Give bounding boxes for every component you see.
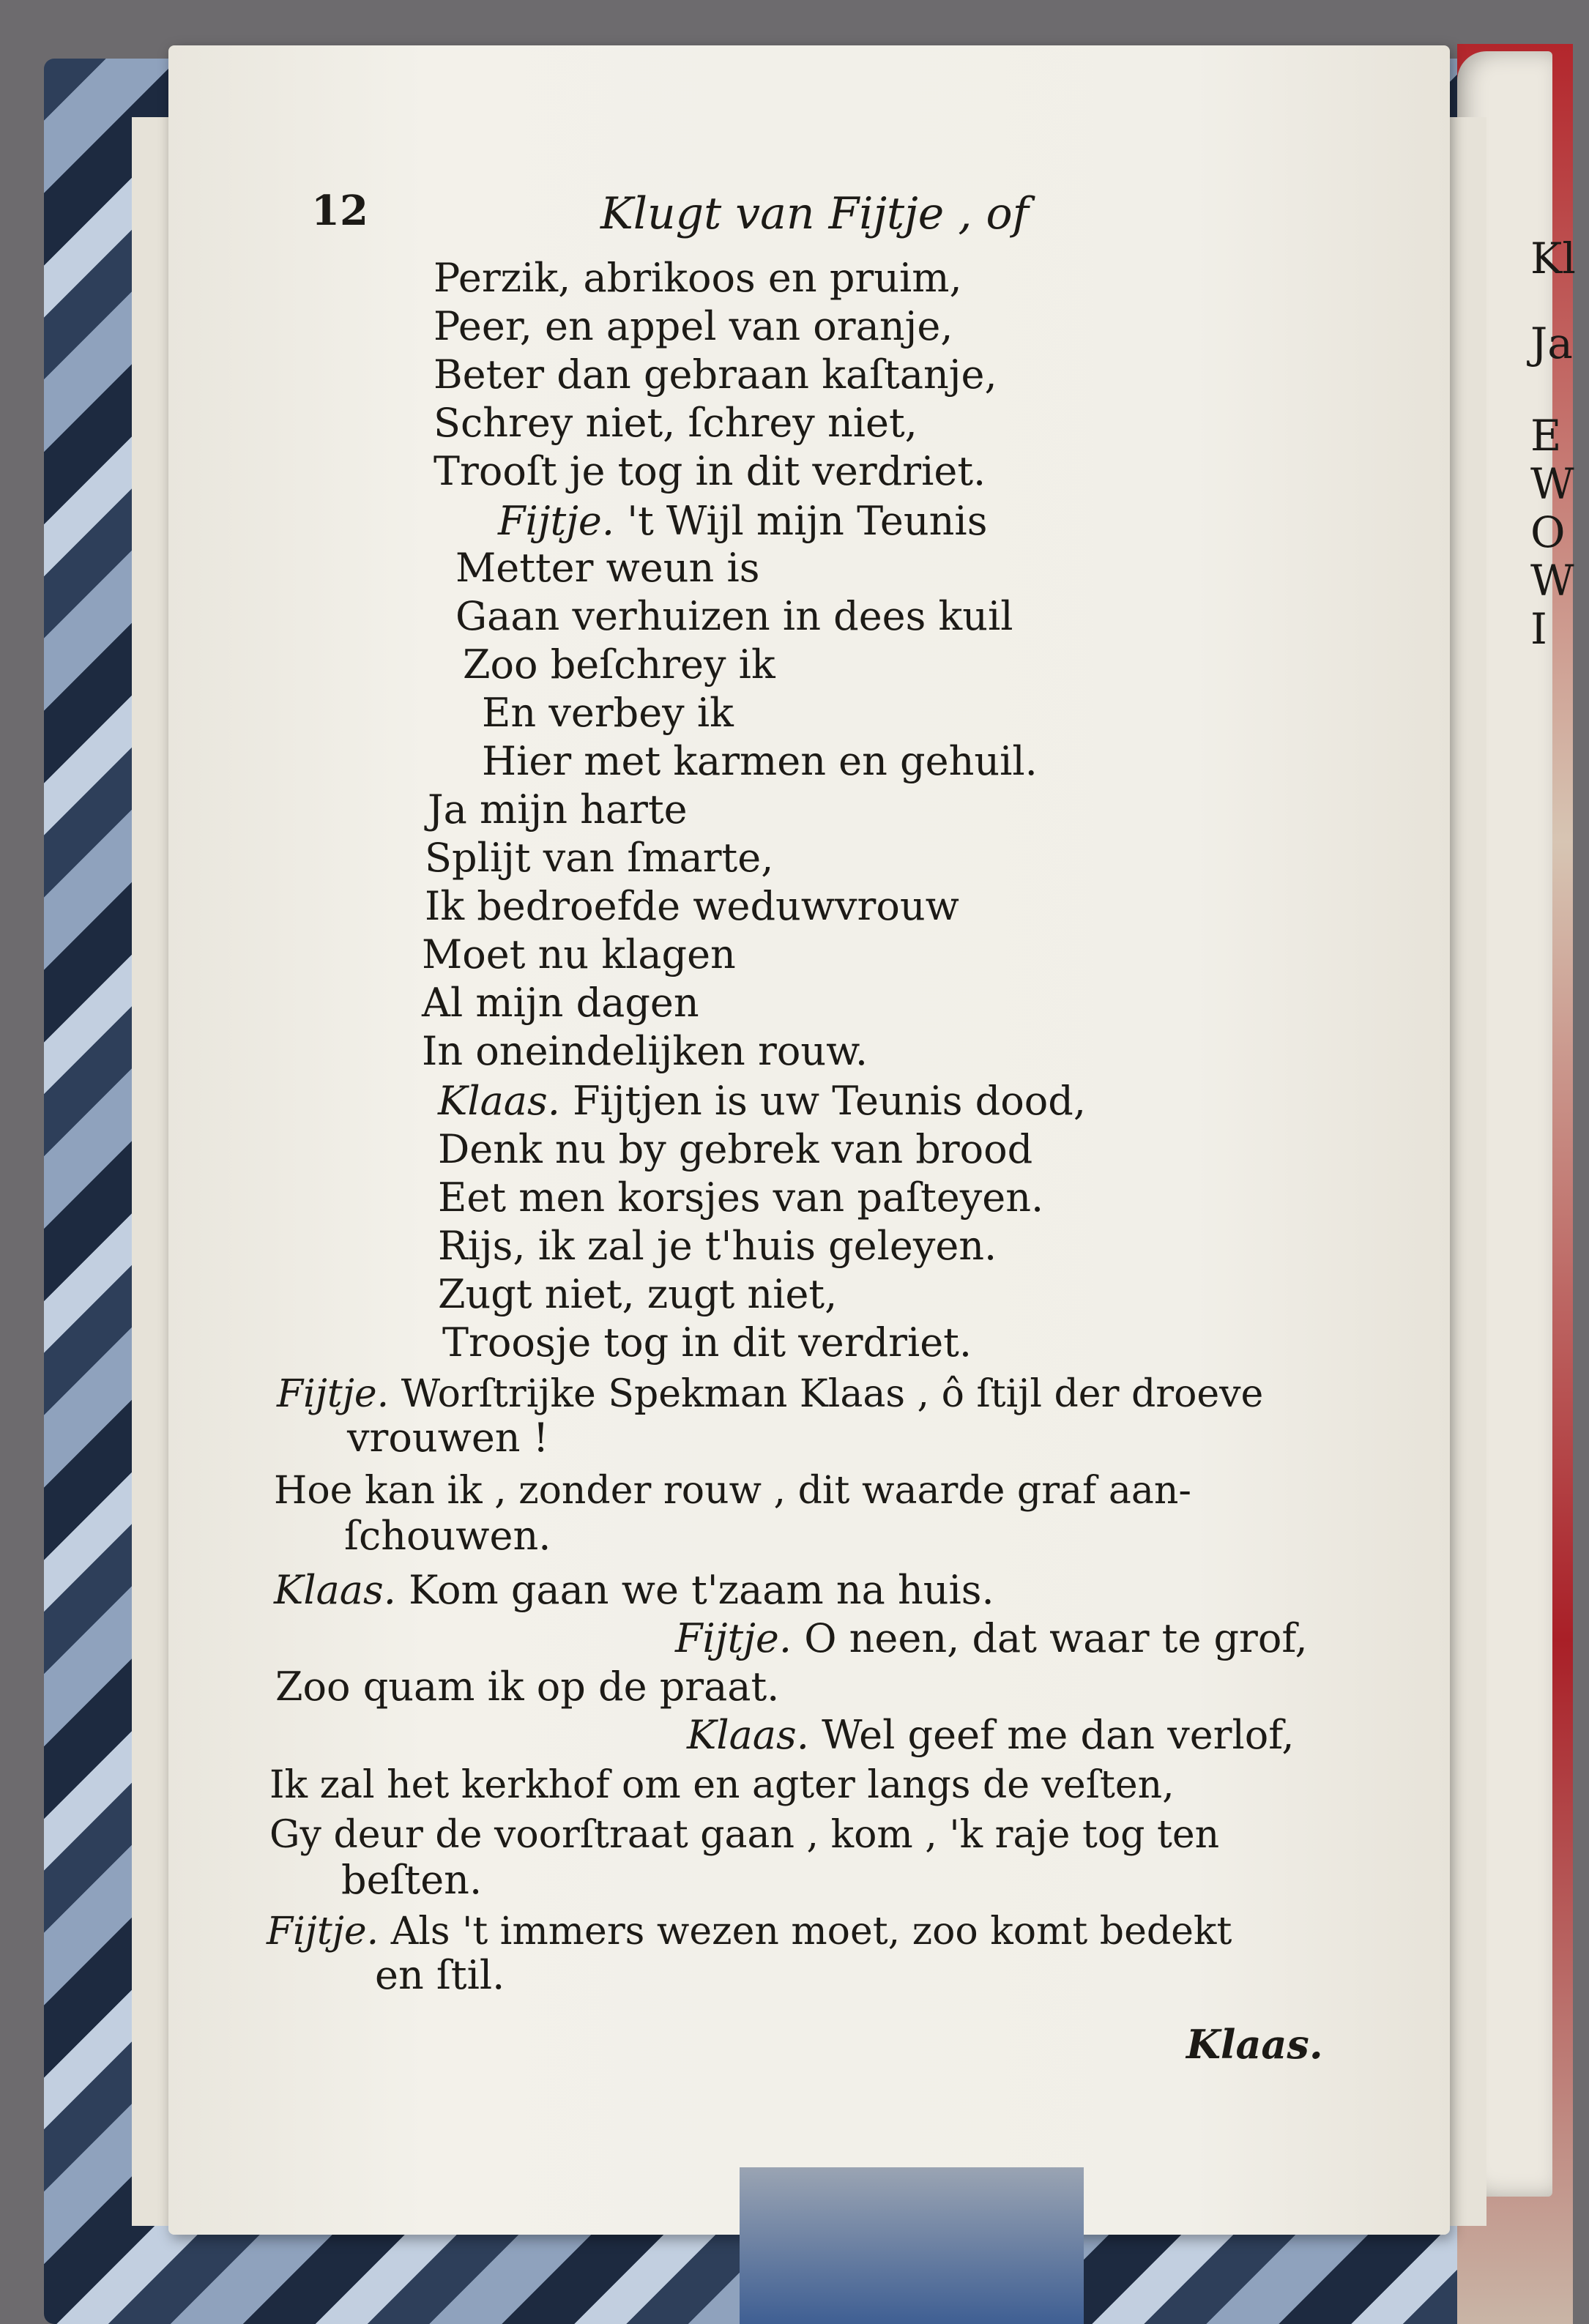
speech-line bbox=[675, 1617, 1308, 1661]
running-title: Klugt van Fijtje , of bbox=[600, 188, 1029, 239]
speech-text: Wel geef me dan verlof, bbox=[822, 1712, 1295, 1758]
text-line: Hoe kan ik , zonder rouw , dit waarde graf aan- bbox=[274, 1469, 1191, 1513]
text-line: Troosje tog in dit verdriet. bbox=[442, 1319, 972, 1366]
speech-line bbox=[498, 499, 987, 543]
text-line: Denk nu by gebrek van brood bbox=[438, 1126, 1033, 1172]
speaker-name: Klaas. bbox=[687, 1712, 809, 1758]
text-line: Trooſt je tog in dit verdriet. bbox=[433, 448, 986, 494]
speech-line bbox=[438, 1079, 1086, 1123]
facing-fragment: Ja bbox=[1530, 319, 1573, 368]
text-line: Zoo quam ik op de praat. bbox=[275, 1664, 780, 1710]
text-line: Zoo beſchrey ik bbox=[463, 641, 775, 688]
facing-fragment: E bbox=[1530, 411, 1562, 461]
speech-line bbox=[687, 1713, 1295, 1757]
text-line: Perzik, abrikoos en pruim, bbox=[433, 255, 962, 301]
speech-text: O neen, dat waar te grof, bbox=[804, 1615, 1308, 1661]
text-line: Rijs, ik zal je t'huis geleyen. bbox=[438, 1223, 997, 1269]
text-line: Beter dan gebraan kaſtanje, bbox=[433, 351, 997, 398]
text-line: beſten. bbox=[341, 1857, 483, 1903]
facing-fragment: O bbox=[1530, 507, 1566, 557]
catchword: Klaas. bbox=[1186, 2021, 1323, 2068]
text-line: Al mijn dagen bbox=[422, 980, 699, 1026]
text-line: Ja mijn harte bbox=[428, 786, 688, 833]
speech-line bbox=[267, 1910, 1232, 1954]
text-line: Zugt niet, zugt niet, bbox=[438, 1271, 838, 1317]
speech-text: Als 't immers wezen moet, zoo komt bedekt bbox=[390, 1910, 1232, 1954]
facing-fragment: W bbox=[1530, 556, 1574, 606]
speech-line bbox=[274, 1568, 994, 1612]
speech-text: Fijtjen is uw Teunis dood, bbox=[573, 1078, 1087, 1124]
page-number: 12 bbox=[311, 187, 368, 235]
text-line: Gaan verhuizen in dees kuil bbox=[455, 593, 1013, 639]
text-line: Gy deur de voorſtraat gaan , kom , 'k raje tog ten bbox=[269, 1813, 1220, 1857]
text-line: ſchouwen. bbox=[344, 1513, 551, 1559]
text-line: En verbey ik bbox=[482, 690, 734, 736]
text-line: Eet men korsjes van paſteyen. bbox=[438, 1174, 1044, 1221]
speaker-name: Fijtje. bbox=[277, 1372, 390, 1416]
speech-line bbox=[277, 1372, 1263, 1416]
facing-fragment: Kl bbox=[1530, 234, 1576, 283]
text-line: en ſtil. bbox=[375, 1952, 505, 1998]
speech-text: Worſtrijke Spekman Klaas , ô ſtijl der droeve bbox=[401, 1372, 1264, 1416]
speaker-name: Klaas. bbox=[274, 1567, 396, 1613]
text-line: Schrey niet, ſchrey niet, bbox=[433, 400, 918, 446]
text-line: vrouwen ! bbox=[347, 1415, 549, 1461]
facing-fragment: I bbox=[1530, 604, 1547, 654]
text-line: Ik bedroefde weduwvrouw bbox=[425, 883, 959, 929]
speaker-name: Fijtje. bbox=[675, 1615, 792, 1661]
text-line: Moet nu klagen bbox=[422, 931, 736, 977]
text-line: Splijt van ſmarte, bbox=[425, 835, 774, 881]
text-line: In oneindelijken rouw. bbox=[422, 1028, 868, 1074]
speaker-name: Fijtje. bbox=[498, 498, 615, 544]
text-line: Ik zal het kerkhof om en agter langs de veſten, bbox=[269, 1763, 1175, 1807]
text-line: Metter weun is bbox=[455, 545, 760, 591]
text-line: Peer, en appel van oranje, bbox=[433, 303, 953, 349]
speech-text: Kom gaan we t'zaam na huis. bbox=[409, 1567, 994, 1613]
facing-page-text bbox=[1530, 234, 1589, 653]
bookmark-tab bbox=[740, 2167, 1084, 2324]
facing-fragment: W bbox=[1530, 459, 1574, 509]
speech-text: 't Wijl mijn Teunis bbox=[627, 498, 988, 544]
speaker-name: Fijtje. bbox=[267, 1910, 379, 1954]
speaker-name: Klaas. bbox=[438, 1078, 560, 1124]
text-line: Hier met karmen en gehuil. bbox=[482, 738, 1038, 784]
